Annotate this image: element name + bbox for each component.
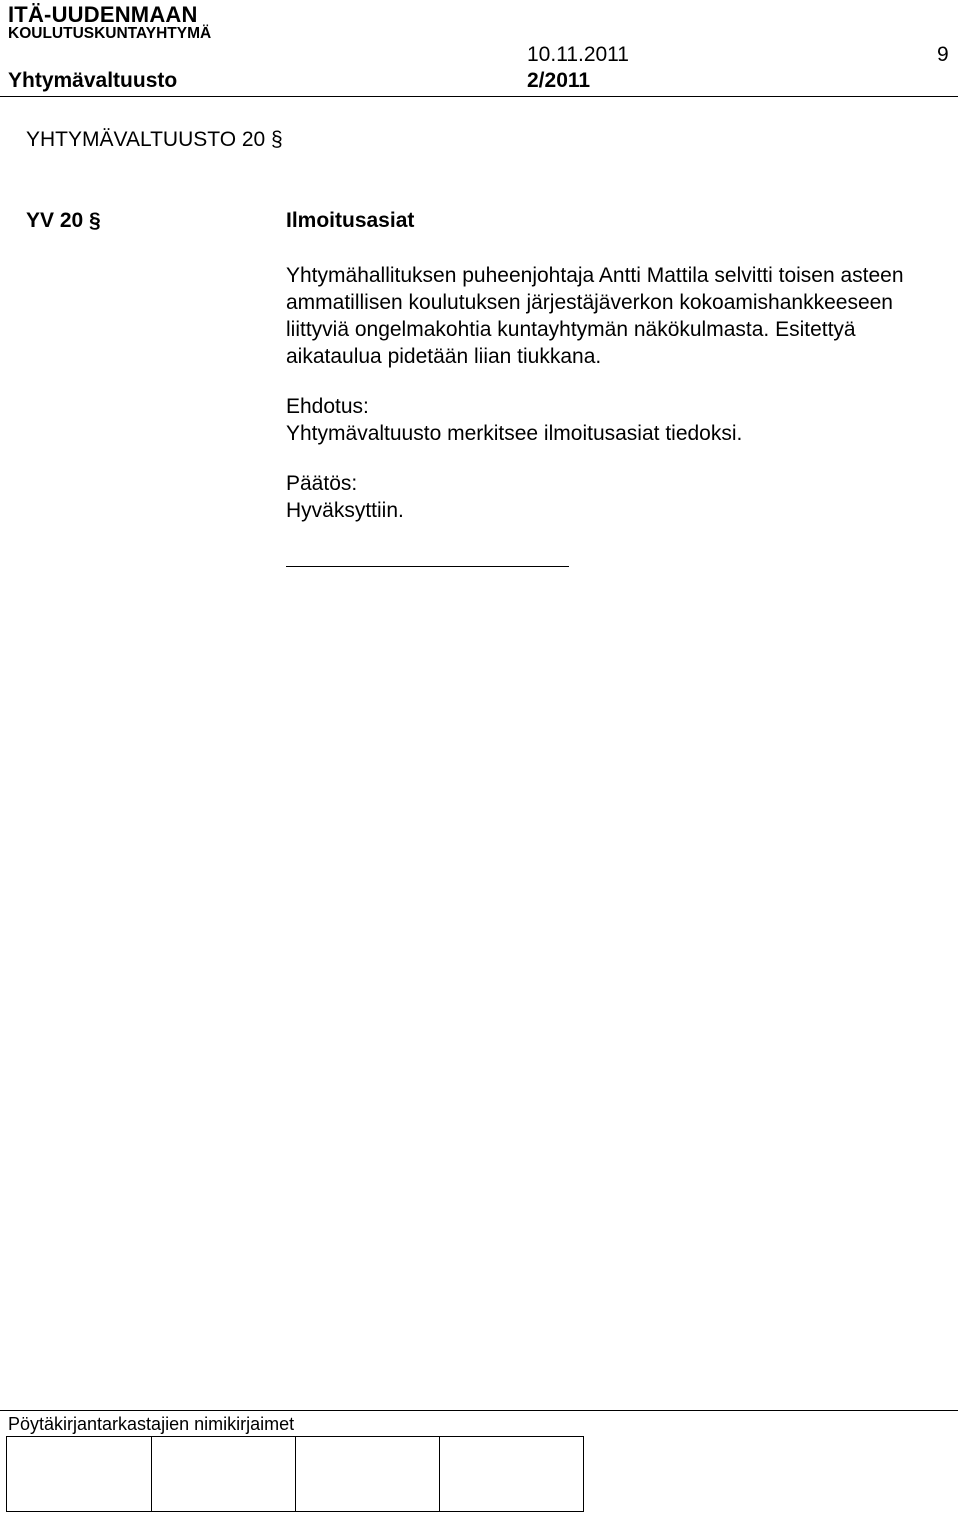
organization-subtitle: KOULUTUSKUNTAYHTYMÄ <box>8 25 212 42</box>
document-title: Yhtymävaltuusto <box>8 69 178 92</box>
section-title: Ilmoitusasiat <box>286 209 415 232</box>
initials-box-3 <box>295 1436 440 1512</box>
proposal-label: Ehdotus: <box>286 395 369 418</box>
section-number: YV 20 § <box>26 209 101 232</box>
organization-name: ITÄ-UUDENMAAN <box>8 2 198 27</box>
decision-text: Hyväksyttiin. <box>286 499 404 522</box>
section-body <box>286 262 946 524</box>
header-divider <box>0 96 958 97</box>
document-number: 2/2011 <box>527 69 591 92</box>
footer-initials-label: Pöytäkirjantarkastajien nimikirjaimet <box>8 1414 295 1434</box>
initials-box-2 <box>151 1436 296 1512</box>
initials-box-4 <box>439 1436 584 1512</box>
meeting-date: 10.11.2011 <box>527 43 629 66</box>
proposal-text: Yhtymävaltuusto merkitsee ilmoitusasiat tiedoksi. <box>286 422 743 445</box>
decision-label: Päätös: <box>286 472 358 495</box>
meeting-section-label: YHTYMÄVALTUUSTO 20 § <box>26 128 283 151</box>
footer-divider <box>0 1410 958 1411</box>
initials-box-1 <box>6 1436 152 1512</box>
body-paragraph: Yhtymähallituksen puheenjohtaja Antti Mattila selvitti toisen asteen ammatillisen koulutuksen järjestäjäverkon kokoamishankkeeseen liittyviä ongelmakohtia kuntayhtymän näkökulmasta. Esitettyä aikataulua pidetään liian tiukkana. <box>286 264 904 368</box>
page-number: 9 <box>937 43 949 66</box>
section-end-line <box>286 566 569 567</box>
